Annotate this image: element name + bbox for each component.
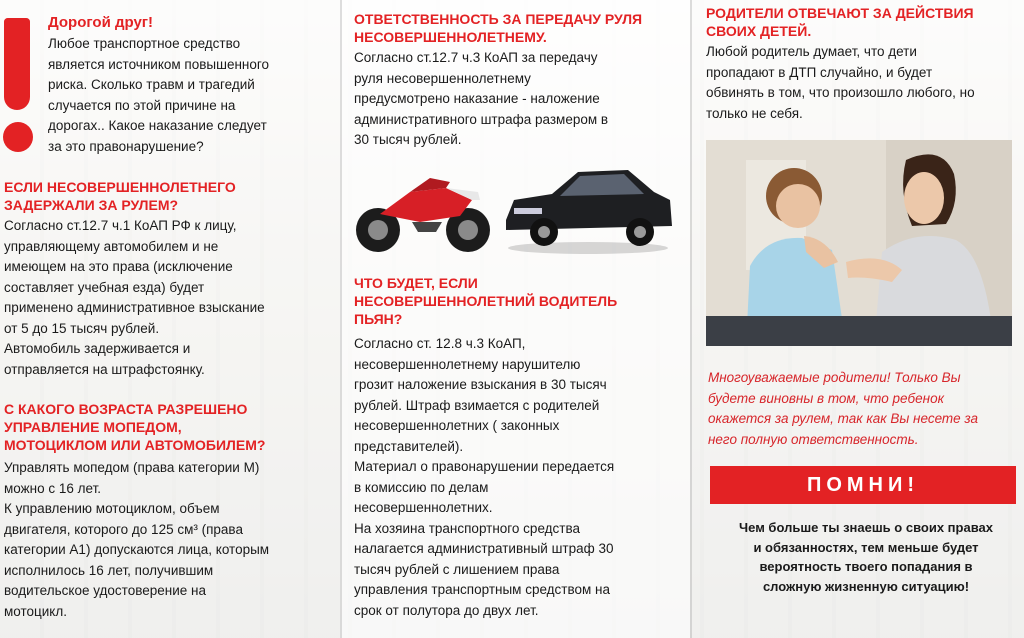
parent-child-photo [706,140,1012,346]
section-text-detained: Согласно ст.12.7 ч.1 КоАП РФ к лицу, управляющему автомобилем и не имеющем на это права (исключение составляет учебная езда) будет применено административное взыскание от 5 до 15 тысяч рублей. Автомобиль задерживается и отправляется на штрафстоянку. [4,218,265,377]
section-title-detained: ЕСЛИ НЕСОВЕРШЕННОЛЕТНЕГО ЗАДЕРЖАЛИ ЗА РУЛЕМ? [4,179,236,213]
fold-line [340,0,342,638]
appeal-to-parents: Многоуважаемые родители! Только Вы будете виновны в том, что ребенок окажется за рулем, так как Вы несете за него полную ответственность. [708,370,979,447]
section-text-drunk: Согласно ст. 12.8 ч.3 КоАП, несовершеннолетнему нарушителю грозит наложение взыскания в 30 тысяч рублей. Штраф взимается с родителей несовершеннолетних ( законных представителей). Материал о правонарушении передается в комиссию по делам несовершеннолетних. На хозяина транспортного средства налагается административный штраф 30 тысяч рублей с лишением права управления транспортным средством на срок от полутора до двух лет. [354,336,615,618]
section-text-transfer: Согласно ст.12.7 ч.3 КоАП за передачу руля несовершеннолетнему предусмотрено наказание - наложение административного штрафа размером в 30 тысяч рублей. [354,50,609,147]
fold-line [690,0,692,638]
car-image [500,156,676,256]
greeting-title: Дорогой друг! [48,14,154,31]
final-message: Чем больше ты знаешь о своих правах и обязанностях, тем меньше будет вероятность твоего попадания в сложную жизненную ситуацию! [739,520,993,594]
remember-banner: ПОМНИ! [710,466,1016,504]
section-title-parents: РОДИТЕЛИ ОТВЕЧАЮТ ЗА ДЕЙСТВИЯ СВОИХ ДЕТЕЙ. [706,5,974,39]
greeting-text: Любое транспортное средство является источником повышенного риска. Сколько травм и трагедий случается по этой причине на дорогах.. Какое наказание следует за это правонарушение? [48,36,270,154]
section-title-transfer: ОТВЕТСТВЕННОСТЬ ЗА ПЕРЕДАЧУ РУЛЯ НЕСОВЕРШЕННОЛЕТНЕМУ. [354,11,643,45]
exclamation-icon [0,18,38,158]
section-title-age: С КАКОГО ВОЗРАСТА РАЗРЕШЕНО УПРАВЛЕНИЕ МОПЕДОМ, МОТОЦИКЛОМ ИЛИ АВТОМОБИЛЕМ? [4,401,266,453]
section-text-parents: Любой родитель думает, что дети пропадают в ДТП случайно, и будет обвинять в том, что произошло любого, но только не себя. [706,44,975,121]
section-title-drunk: ЧТО БУДЕТ, ЕСЛИ НЕСОВЕРШЕННОЛЕТНИЙ ВОДИТЕЛЬ ПЬЯН? [354,275,618,327]
motorcycle-image [350,170,496,256]
section-text-age: Управлять мопедом (права категории М) можно с 16 лет. К управлению мотоциклом, объем двигателя, которого до 125 см³ (права категории А1) допускаются лица, которым исполнилось 16 лет, получившим водительское удостоверение на мотоцикл. [4,460,270,619]
